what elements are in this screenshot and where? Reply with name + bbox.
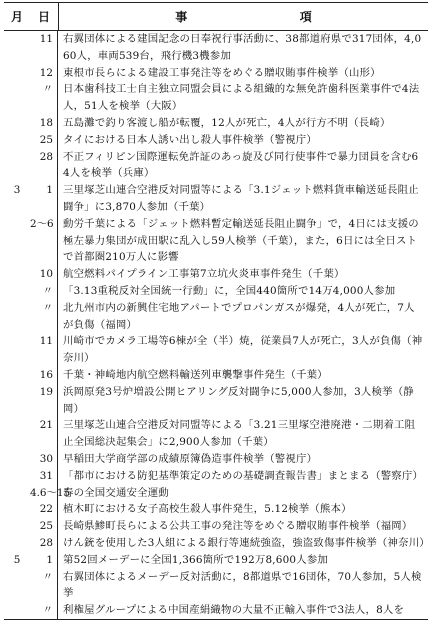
row-month (4, 65, 30, 82)
row-month (4, 535, 30, 552)
table-row (4, 216, 428, 266)
table-row (4, 417, 428, 451)
row-day: 25 (30, 518, 58, 535)
header-month: 月 (10, 10, 23, 24)
row-month (4, 31, 30, 65)
table-row (4, 300, 428, 334)
row-event: 早稲田大学商学部の成績原簿偽造事件検挙（警視庁） (63, 452, 318, 465)
row-day: 2～6 (30, 216, 58, 266)
row-month (4, 216, 30, 266)
table-row (4, 518, 428, 535)
row-event: 航空燃料パイプライン工事第7立坑火炎車事件発生（千葉） (63, 268, 345, 281)
row-day: 30 (30, 451, 58, 468)
row-event: 三里塚芝山連合空港反対同盟等による「3.21三里塚空港廃港・二期着工阻止全国総決起集会」に2,900人参加（千葉） (63, 419, 416, 449)
table-row (4, 451, 428, 468)
row-event: 五島灘で釣り客渡し船が転覆，12人が死亡，4人が行方不明（長崎） (63, 116, 391, 129)
row-month (4, 266, 30, 283)
row-day: 1 (30, 552, 58, 569)
row-event: 第52回メーデーに全国1,366箇所で192万8,600人参加 (63, 553, 328, 566)
table-row (4, 367, 428, 384)
row-event: 植木町における女子高校生殺人事件発生，5.12検挙（熊本） (63, 503, 352, 516)
row-month (4, 602, 30, 619)
table-header (4, 2, 428, 31)
table-row (4, 132, 428, 149)
header-event-char-2: 項 (299, 10, 312, 24)
row-event: 不正フィリピン国際運転免許証のあっ旋及び同行使事件で暴力団員を含む64人を検挙（兵庫） (63, 150, 419, 180)
table-row (4, 31, 428, 65)
row-day: 19 (30, 384, 58, 418)
row-event: 右翼団体によるメーデー反対活動に，8都道県で16団体，70人参加，5人検挙 (63, 570, 422, 600)
table-row (4, 485, 428, 502)
row-month (4, 283, 30, 300)
row-event: 「3.13重税反対全国統一行動」に，全国440箇所で14万4,000人参加 (63, 284, 396, 297)
row-month (4, 333, 30, 367)
row-month: 5 (13, 553, 21, 566)
row-day: 11 (30, 333, 58, 367)
table-body (4, 31, 428, 620)
table-row (4, 65, 428, 82)
table-row (4, 468, 428, 485)
row-event: 千葉・神崎地内航空燃料輸送列車襲撃事件発生（千葉） (63, 368, 328, 381)
row-day: 〃 (30, 81, 58, 115)
row-event: 右翼団体による建国記念の日奉祝行事活動に、38都道府県で317団体，4,060人，車両539台，飛行機3機参加 (63, 33, 422, 62)
row-day: 16 (30, 367, 58, 384)
row-day: 12 (30, 65, 58, 82)
row-day: 22 (30, 501, 58, 518)
row-month (4, 501, 30, 518)
table-row (4, 149, 428, 183)
row-month (4, 132, 30, 149)
row-day: 28 (30, 535, 58, 552)
table-row (4, 602, 428, 619)
row-event: タイにおける日本人誘い出し殺人事件検挙（警視庁） (63, 133, 317, 146)
table-row (4, 266, 428, 283)
row-month (4, 115, 30, 132)
row-day: 1 (30, 182, 58, 216)
row-day: 18 (30, 115, 58, 132)
table-row (4, 283, 428, 300)
table-row (4, 81, 428, 115)
row-month (4, 149, 30, 183)
row-event: 「都市における防犯基準策定のための基礎調査報告書」まとまる（警察庁） (63, 469, 424, 482)
row-event: 浜岡原発3号炉増設公開ヒアリング反対闘争に5,000人参加，3人検挙（静岡） (63, 385, 414, 415)
row-day: 〃 (30, 300, 58, 334)
row-event: 北九州市内の新興住宅地アパートでプロパンガスが爆発，4人が死亡，7人が負傷（福岡） (63, 301, 415, 331)
table-row (4, 552, 428, 569)
row-event: 利権屋グループによる中国産絹織物の大量不正輸入事件で3法人，8人を (63, 604, 405, 617)
row-month: 3 (13, 184, 21, 197)
row-month (4, 518, 30, 535)
row-month (4, 300, 30, 334)
row-day: 〃 (30, 569, 58, 603)
table-row (4, 501, 428, 518)
row-event: 日本歯科技工士自主独立同盟会員による組織的な無免許歯科医業事件で4法人，51人を検挙（大阪） (63, 83, 420, 113)
row-day: 11 (30, 31, 58, 65)
table-row (4, 333, 428, 367)
row-day: 4.6～15 (30, 485, 58, 502)
row-event: 三里塚芝山連合空港反対同盟等による「3.1ジェット燃料貨車輸送延長阻止闘争」に3,870人参加（千葉） (63, 184, 419, 213)
row-event: けん銃を使用した3人組による銀行等連続強盗，強盗致傷事件検挙（神奈川） (63, 536, 430, 549)
row-month (4, 451, 30, 468)
row-day: 25 (30, 132, 58, 149)
row-day: 〃 (30, 602, 58, 619)
row-event: 東根市長らによる建設工事発注等をめぐる贈収賄事件検挙（山形） (63, 66, 381, 79)
row-day: 28 (30, 149, 58, 183)
header-event (59, 3, 428, 30)
row-month (4, 384, 30, 418)
row-month (4, 485, 30, 502)
table-row (4, 182, 428, 216)
header-day: 日 (30, 3, 59, 30)
row-event: 長崎県鯵町長らによる公共工事の発注等をめぐる贈収賄事件検挙（福岡） (63, 520, 413, 533)
header-event-char-1: 事 (175, 10, 188, 24)
row-month (4, 81, 30, 115)
row-event: 春の全国交通安全運動 (63, 486, 169, 499)
table-row (4, 384, 428, 418)
row-day: 〃 (30, 283, 58, 300)
row-month (4, 417, 30, 451)
row-month (4, 468, 30, 485)
row-event: 川崎市でカメラ工場等6棟が全（半）焼，従業員7人が死亡，3人が負傷（神奈川） (63, 335, 423, 365)
row-event: 動労千葉による「ジェット燃料暫定輸送延長阻止闘争」で，4日には支援の極左暴力集団が成田駅に乱入し59人検挙（千葉），また，6日には全日ストで首都圏210万人に影響 (63, 217, 419, 264)
row-day: 10 (30, 266, 58, 283)
table-row (4, 569, 428, 603)
row-day: 31 (30, 468, 58, 485)
row-day: 21 (30, 417, 58, 451)
table-row (4, 115, 428, 132)
table-row (4, 535, 428, 552)
row-month (4, 367, 30, 384)
row-month (4, 569, 30, 603)
